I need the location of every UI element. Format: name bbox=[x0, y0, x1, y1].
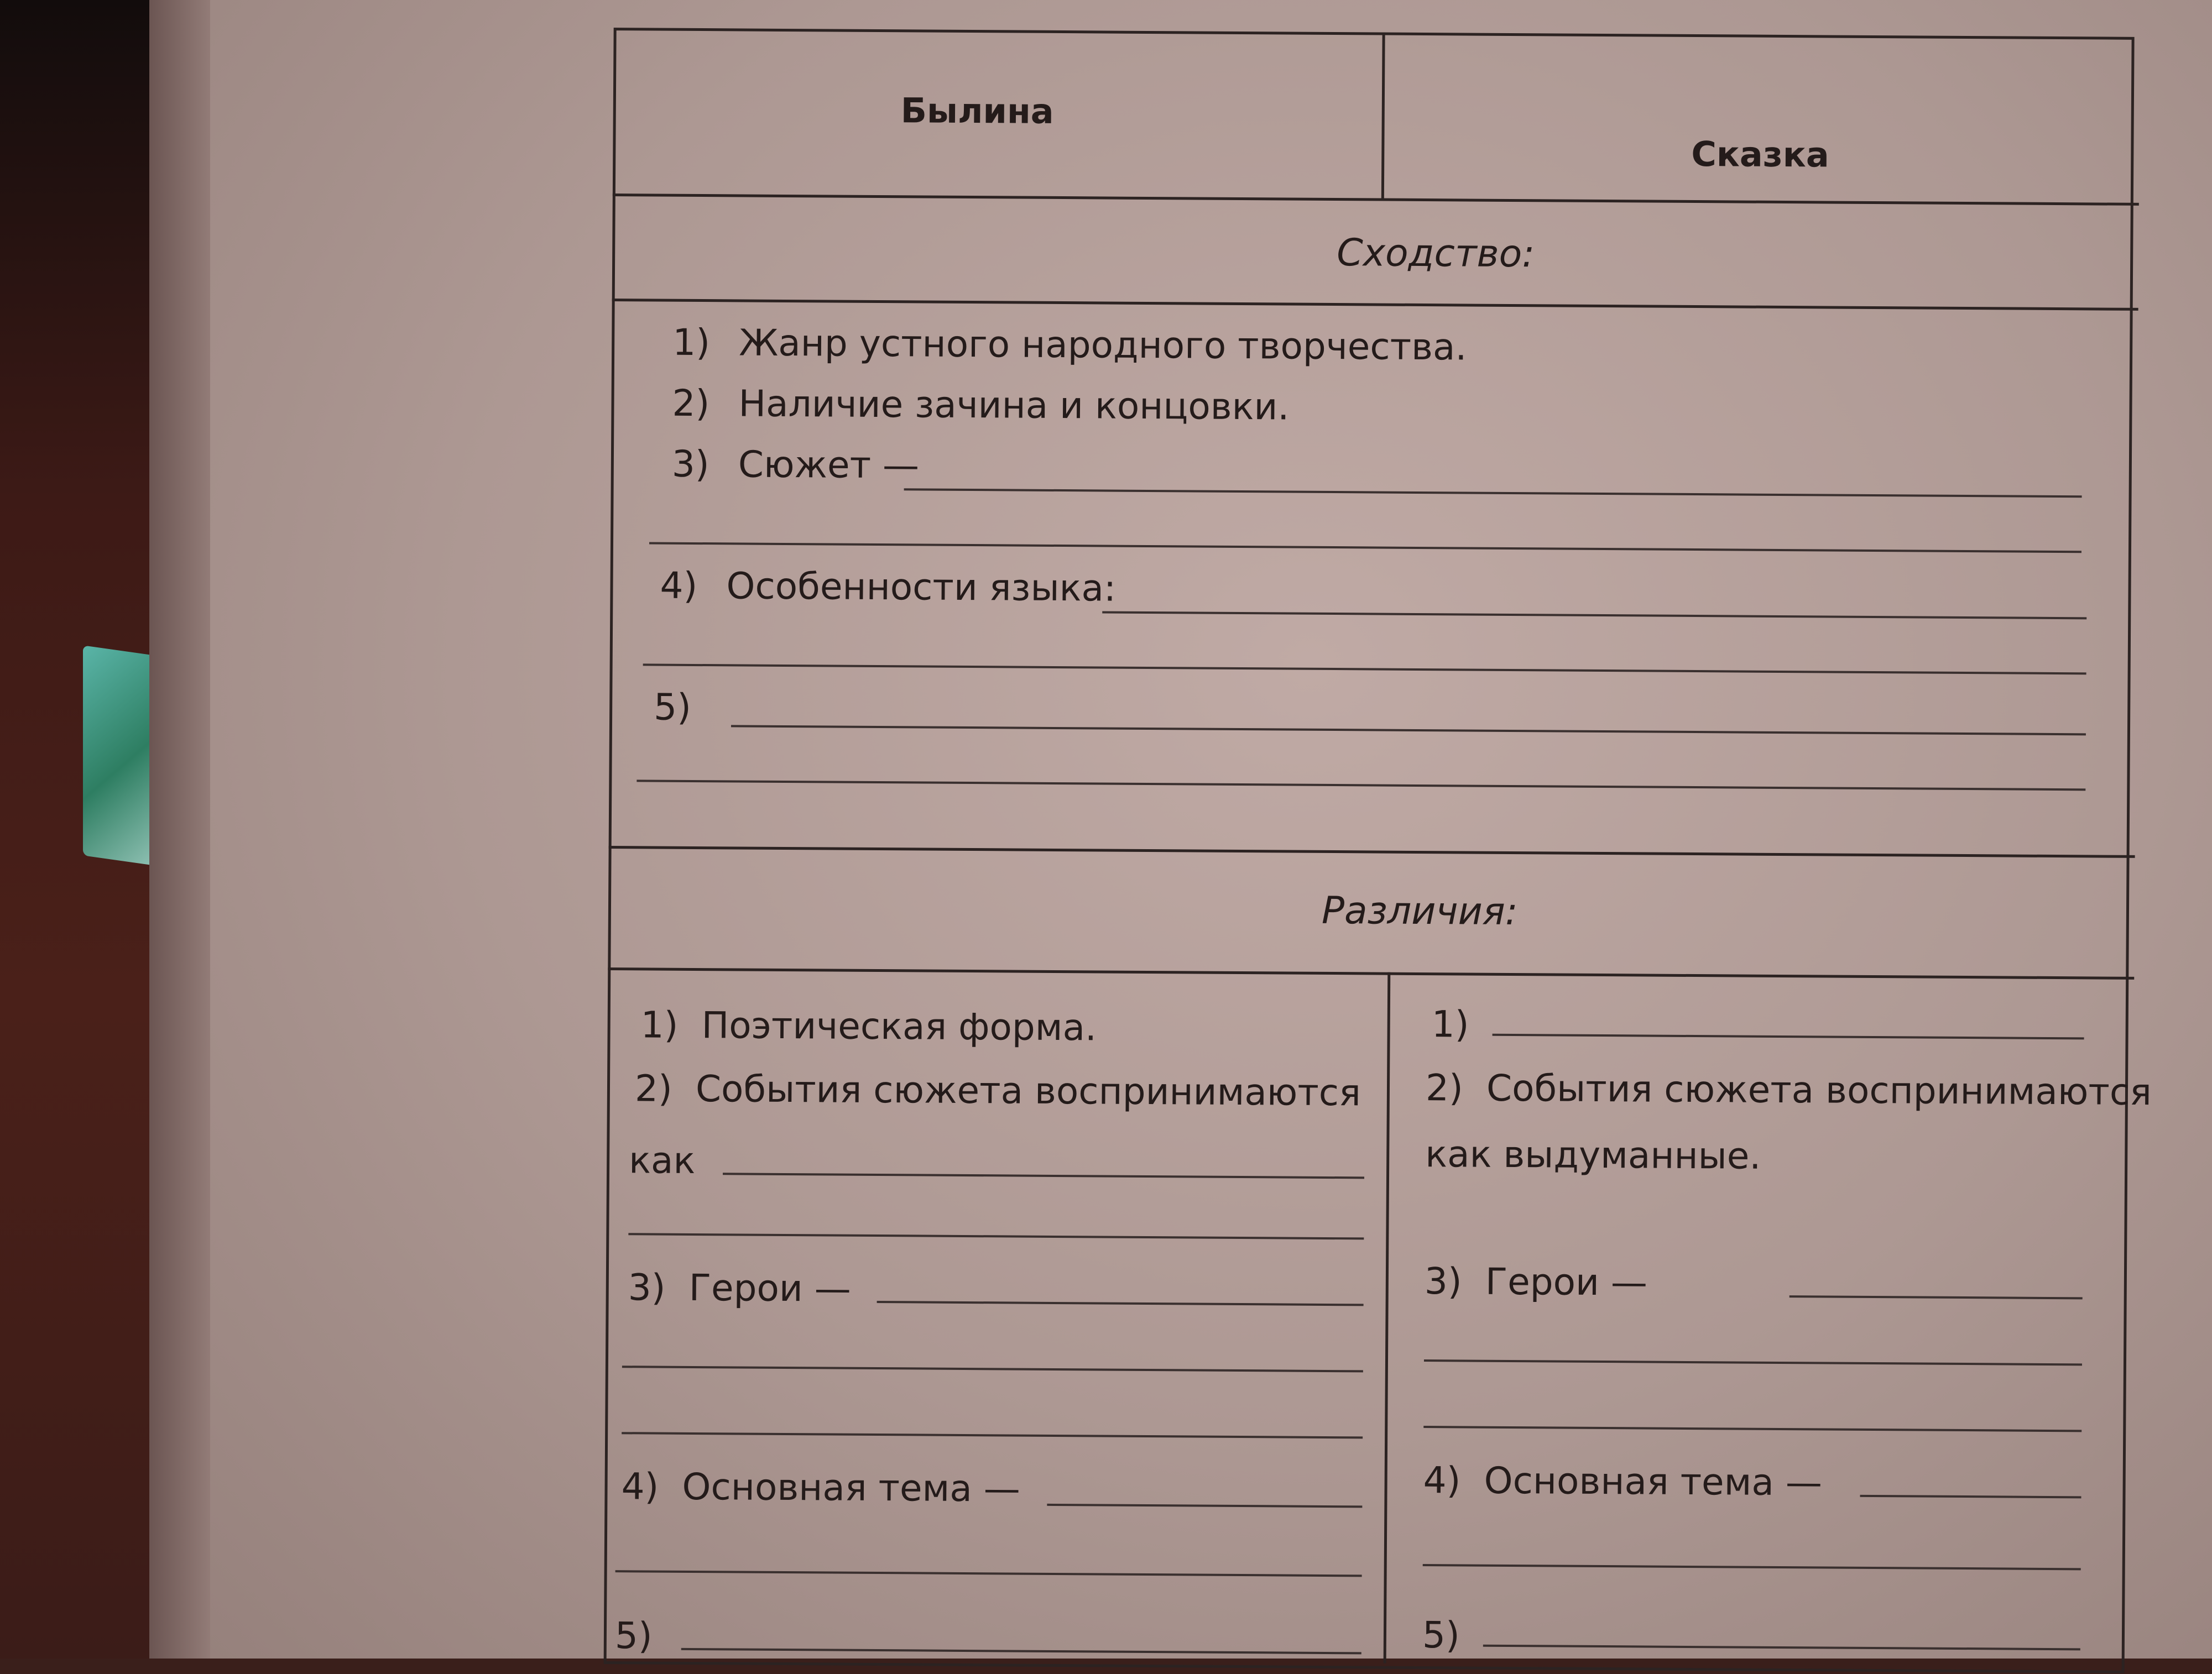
paper-page bbox=[210, 0, 2212, 1659]
diff-right-2-cont: как выдуманные. bbox=[1425, 1133, 1761, 1178]
diff-left-1-text: Поэтическая форма. bbox=[701, 1004, 1097, 1049]
diff-left-2-text: События сюжета воспринимаются bbox=[695, 1068, 1361, 1115]
diff-left-5-number: 5) bbox=[614, 1614, 653, 1657]
similarity-item-4-number: 4) bbox=[660, 564, 698, 608]
diff-right-4-text: Основная тема — bbox=[1484, 1459, 1823, 1504]
differences-title: Различия: bbox=[1321, 888, 1518, 934]
similarity-item-3-number: 3) bbox=[671, 442, 709, 486]
diff-right-1-number: 1) bbox=[1431, 1003, 1469, 1046]
diff-right-3-text: Герои — bbox=[1485, 1260, 1648, 1304]
diff-left-2-number: 2) bbox=[634, 1067, 672, 1110]
similarity-item-2-number: 2) bbox=[672, 381, 710, 425]
diff-right-2-text: События сюжета воспринимаются bbox=[1486, 1066, 2152, 1114]
similarity-title: Сходство: bbox=[1336, 231, 1535, 276]
worksheet-table bbox=[598, 0, 2212, 1668]
similarity-item-2-text: Наличие зачина и концовки. bbox=[738, 382, 1290, 428]
diff-right-4-number: 4) bbox=[1423, 1459, 1461, 1502]
similarity-item-1-number: 1) bbox=[672, 321, 711, 364]
diff-right-5-number: 5) bbox=[1422, 1614, 1460, 1657]
diff-left-4-text: Основная тема — bbox=[682, 1465, 1021, 1510]
diff-right-2-number: 2) bbox=[1425, 1066, 1463, 1110]
similarity-item-1-text: Жанр устного народного творчества. bbox=[738, 321, 1467, 369]
diff-right-3-number: 3) bbox=[1424, 1260, 1462, 1303]
similarity-item-4-text: Особенности языка: bbox=[726, 564, 1117, 610]
diff-left-2-cont: как bbox=[628, 1139, 696, 1182]
similarity-item-3-text: Сюжет — bbox=[738, 443, 920, 487]
header-bylina: Былина bbox=[900, 90, 1054, 132]
similarity-item-5-number: 5) bbox=[653, 686, 692, 729]
diff-left-4-number: 4) bbox=[621, 1465, 659, 1508]
header-skazka: Сказка bbox=[1691, 133, 1829, 175]
diff-left-1-number: 1) bbox=[640, 1003, 679, 1047]
diff-left-3-number: 3) bbox=[628, 1266, 666, 1309]
diff-left-3-text: Герои — bbox=[688, 1266, 852, 1310]
